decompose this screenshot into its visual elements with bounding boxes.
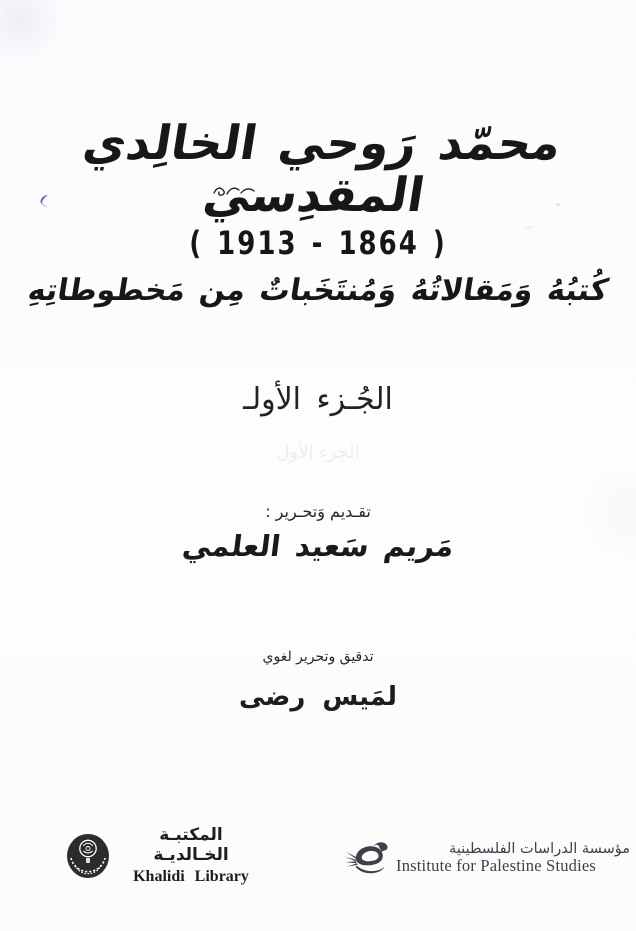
khalidi-library-logo (66, 826, 260, 886)
book-subtitle: كُتبُهُ وَمَقالاتُهُ وَمُنتَخَباتٌ مِن مَخطوطاتِهِ (25, 273, 611, 308)
khalidi-name-english: Khalidi Library (133, 868, 249, 886)
ips-name-english: Institute for Palestine Studies (396, 856, 597, 876)
scan-speck (524, 226, 533, 229)
proofreading-credit-label: تدقيق وتحرير لغوي (262, 649, 374, 665)
palestine-studies-logo (344, 840, 630, 878)
scan-speck (556, 203, 560, 206)
book-title: محمّد رَوحي الخالِدي المقدِسي (79, 116, 566, 223)
volume-label: الجُـزء الأولـ (243, 382, 393, 417)
khalidi-name-arabic: المكتبـة الخـالديـة (153, 825, 229, 865)
life-years: ( 1913 - 1864 ) (189, 225, 447, 263)
editor-name: مَريم سَعيد العلمي (180, 529, 456, 563)
page-showthrough-ghost: الجزء الأول (276, 442, 360, 463)
ips-bird-icon (344, 840, 390, 878)
proofreader-name: لمَيس رضى (238, 682, 397, 712)
editor-credit-label: تقـديم وَتحـرير : (265, 502, 371, 521)
ips-name-arabic: مؤسسة الدراسات الفلسطينية (449, 840, 630, 857)
khalidi-seal-icon (66, 833, 110, 879)
calligraphy-flourish-icon (212, 183, 256, 198)
